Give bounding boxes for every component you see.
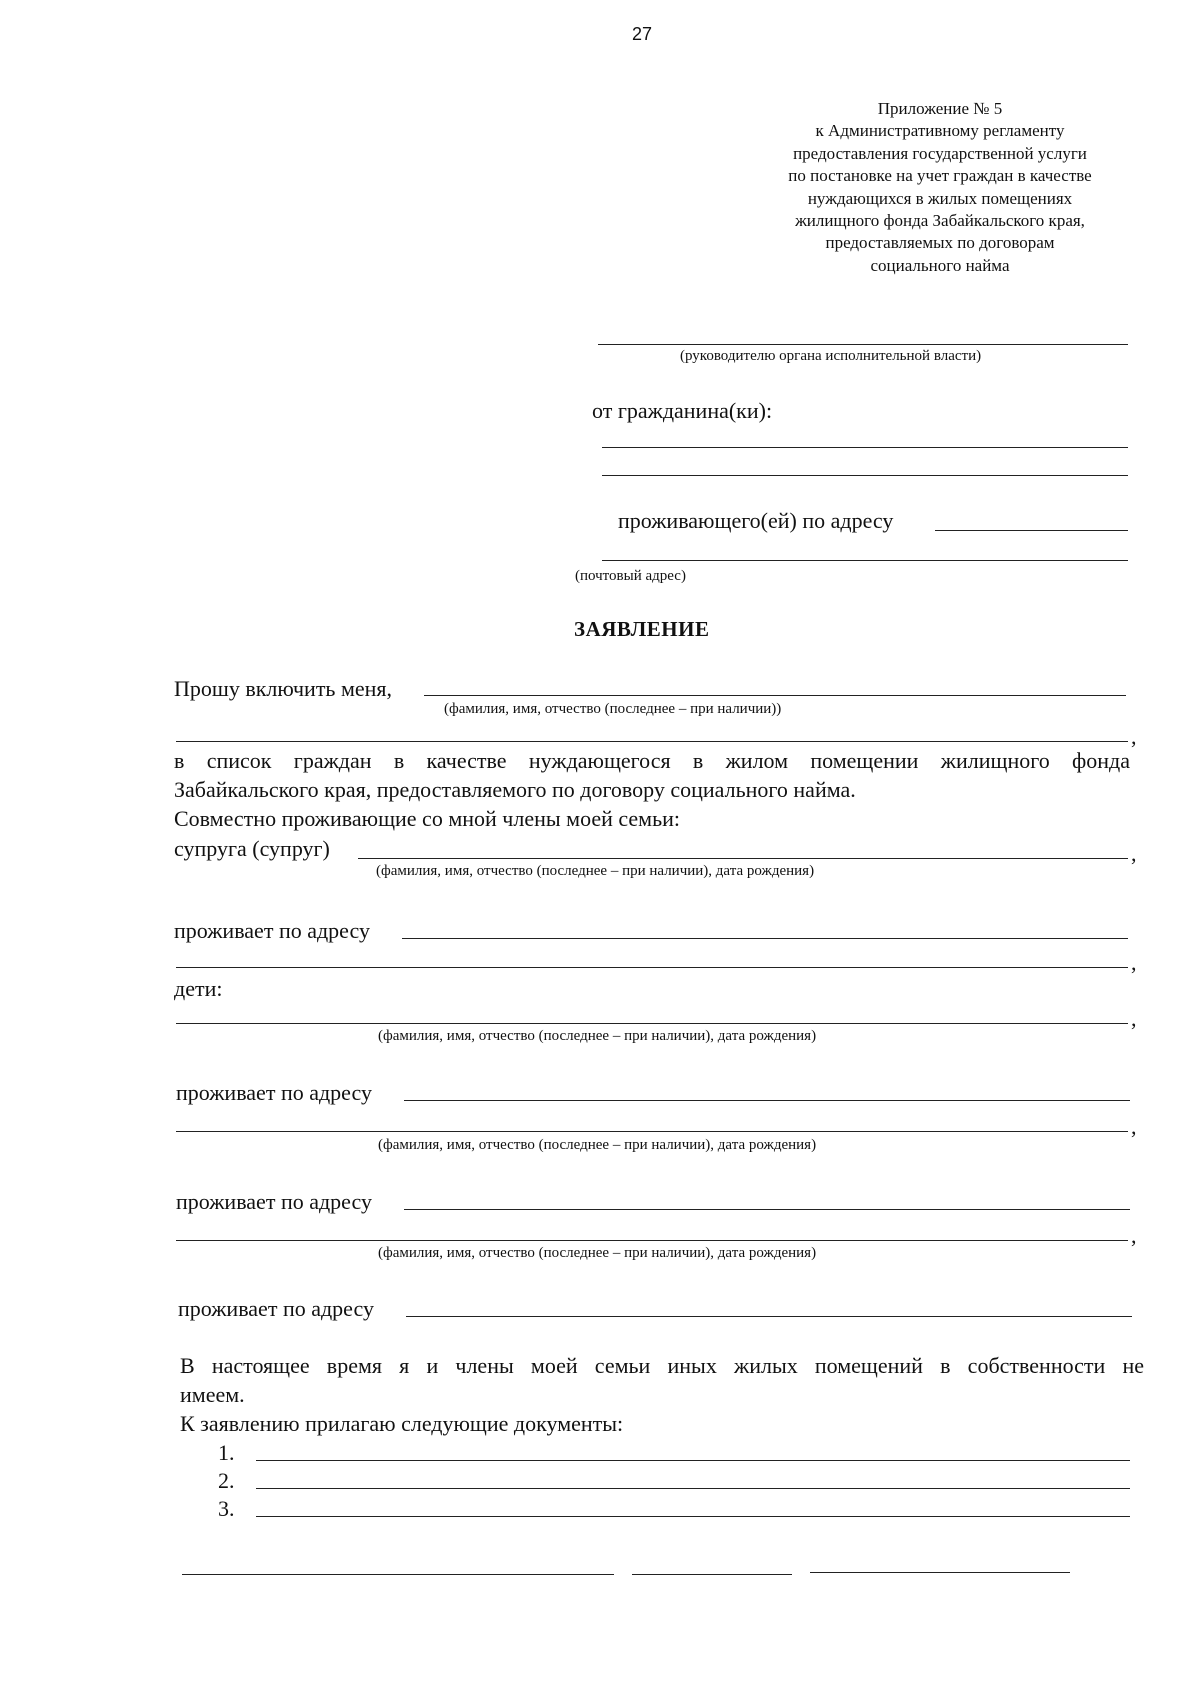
annex-line: нуждающихся в жилых помещениях: [807, 188, 1073, 208]
annex-line: жилищного фонда Забайкальского края,: [795, 211, 1085, 231]
comma-mark: ,: [1131, 724, 1137, 749]
date-line[interactable]: [810, 1572, 1070, 1573]
comma-mark: ,: [1131, 1006, 1137, 1031]
citizen-name-line-2[interactable]: [602, 475, 1128, 476]
document-3-line[interactable]: [256, 1516, 1130, 1517]
annex-line: к Административному регламенту: [815, 121, 1065, 141]
applicant-name-line[interactable]: [424, 695, 1126, 696]
fio-birth-caption: (фамилия, имя, отчество (последнее – при наличии), дата рождения): [378, 1137, 817, 1153]
doc-number: 2.: [218, 1468, 235, 1493]
residing-label: проживающего(ей) по адресу: [618, 508, 894, 533]
address-line-2[interactable]: [602, 560, 1128, 561]
comma-mark: ,: [1131, 841, 1137, 866]
child-1-address-line[interactable]: [404, 1100, 1130, 1101]
spouse-address-line-2[interactable]: [176, 967, 1128, 968]
ownership-line-1: В настоящее время я и члены моей семьи иных жилых помещений в собственности не: [180, 1353, 1144, 1378]
annex-line: социального найма: [870, 255, 1010, 275]
spouse-address-line-1[interactable]: [402, 938, 1128, 939]
page-number: 27: [632, 24, 653, 44]
ownership-line-2: имеем.: [180, 1382, 245, 1407]
annex-line: Приложение № 5: [877, 99, 1003, 118]
doc-number: 3.: [218, 1496, 235, 1521]
annex-block: [720, 98, 1160, 277]
child-2-address-line[interactable]: [404, 1209, 1130, 1210]
fio-birth-caption: (фамилия, имя, отчество (последнее – при наличии), дата рождения): [376, 863, 815, 879]
full-name-signature-line[interactable]: [182, 1574, 614, 1575]
list-text-line-1: в список граждан в качестве нуждающегося в жилом помещении жилищного фонда: [174, 748, 1130, 773]
children-label: дети:: [174, 976, 223, 1001]
annex-line: предоставления государственной услуги: [793, 143, 1087, 163]
fio-birth-caption: (фамилия, имя, отчество (последнее – при наличии), дата рождения): [378, 1245, 817, 1261]
lives-at-label: проживает по адресу: [176, 1080, 372, 1105]
address-line-1[interactable]: [935, 530, 1128, 531]
comma-mark: ,: [1131, 1114, 1137, 1139]
spouse-label: супруга (супруг): [174, 836, 330, 861]
spouse-name-line[interactable]: [358, 858, 1128, 859]
fio-caption: (фамилия, имя, отчество (последнее – при наличии)): [444, 701, 782, 717]
child-3-address-line[interactable]: [406, 1316, 1132, 1317]
child-3-name-line[interactable]: [176, 1240, 1128, 1241]
family-intro: Совместно проживающие со мной члены моей семьи:: [174, 806, 681, 831]
comma-mark: ,: [1131, 1223, 1137, 1248]
attach-intro: К заявлению прилагаю следующие документы:: [180, 1411, 624, 1436]
postal-caption: (почтовый адрес): [575, 568, 686, 584]
applicant-name-line-2[interactable]: [176, 741, 1128, 742]
document-1-line[interactable]: [256, 1460, 1130, 1461]
document-title: ЗАЯВЛЕНИЕ: [574, 617, 710, 641]
doc-number: 1.: [218, 1440, 235, 1465]
from-citizen-label: от гражданина(ки):: [592, 398, 773, 423]
head-caption: (руководителю органа исполнительной власти): [680, 348, 982, 364]
lives-at-label: проживает по адресу: [176, 1189, 372, 1214]
request-prefix: Прошу включить меня,: [174, 676, 393, 701]
list-text-line-2: Забайкальского края, предоставляемого по договору социального найма.: [174, 777, 856, 802]
comma-mark: ,: [1131, 950, 1137, 975]
child-1-name-line[interactable]: [176, 1023, 1128, 1024]
citizen-name-line-1[interactable]: [602, 447, 1128, 448]
annex-line: предоставляемых по договорам: [825, 233, 1055, 253]
document-2-line[interactable]: [256, 1488, 1130, 1489]
head-name-line[interactable]: [598, 344, 1128, 345]
child-2-name-line[interactable]: [176, 1131, 1128, 1132]
lives-at-label: проживает по адресу: [174, 918, 370, 943]
annex-line: по постановке на учет граждан в качестве: [788, 166, 1092, 186]
signature-line[interactable]: [632, 1574, 792, 1575]
lives-at-label: проживает по адресу: [178, 1296, 374, 1321]
fio-birth-caption: (фамилия, имя, отчество (последнее – при наличии), дата рождения): [378, 1028, 817, 1044]
